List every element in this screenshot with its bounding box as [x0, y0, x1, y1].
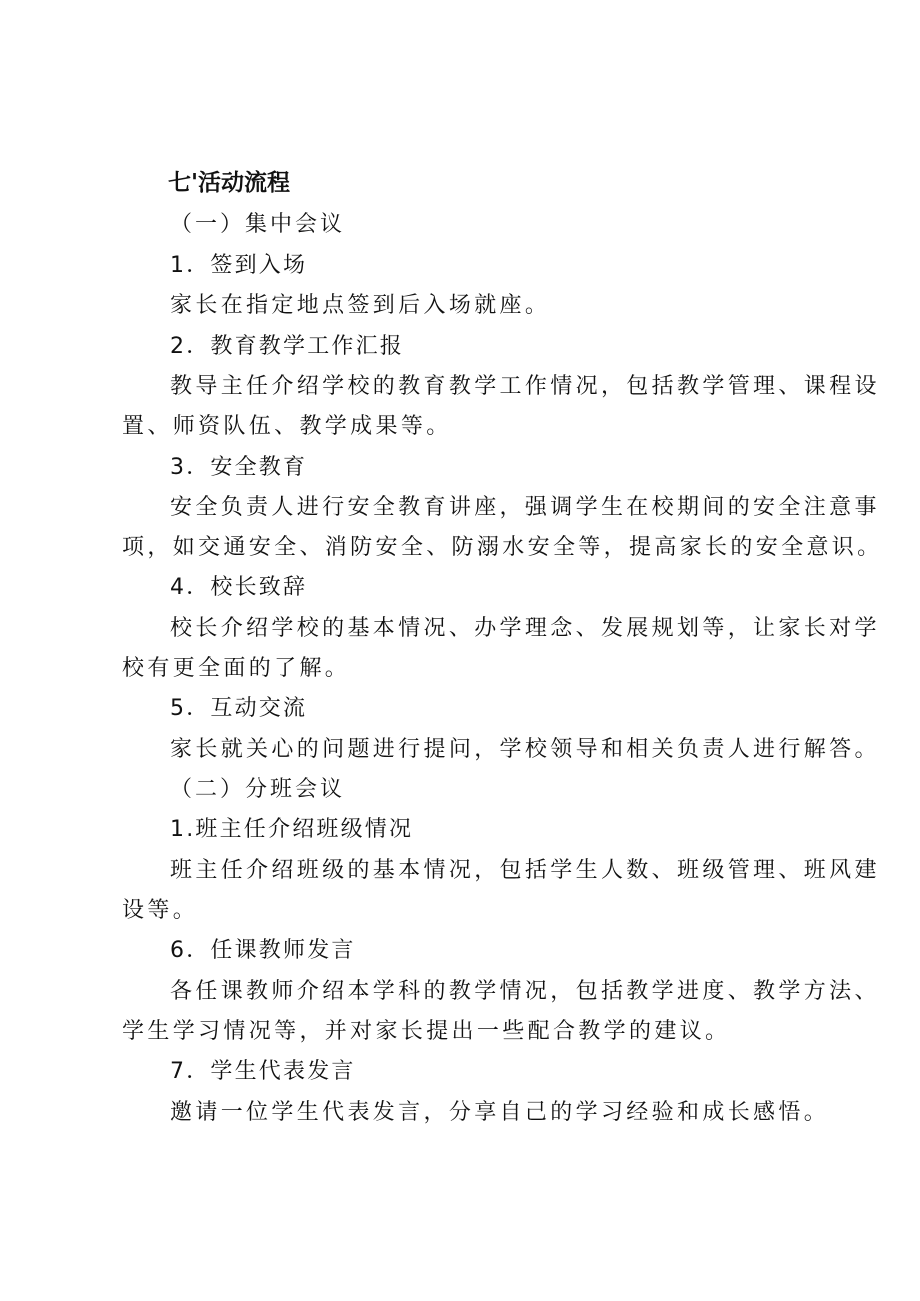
- paragraph-line: 校长介绍学校的基本情况、办学理念、发展规划等，让家长对学: [170, 616, 880, 641]
- paragraph-line: 设等。: [122, 898, 199, 923]
- item-heading-principal-speech: 4．校长致辞: [170, 575, 308, 600]
- paragraph-line: 家长在指定地点签到后入场就座。: [170, 293, 551, 318]
- part-title-class-meeting: （二）分班会议: [170, 777, 346, 802]
- paragraph-line: 教导主任介绍学校的教育教学工作情况，包括教学管理、课程设: [170, 374, 880, 399]
- paragraph-line: 校有更全面的了解。: [122, 656, 351, 681]
- paragraph-line: 学生学习情况等，并对家长提出一些配合教学的建议。: [122, 1019, 731, 1044]
- section-title: 七'活动流程: [168, 170, 291, 196]
- paragraph-line: 置、师资队伍、教学成果等。: [122, 414, 452, 439]
- paragraph-line: 家长就关心的问题进行提问，学校领导和相关负责人进行解答。: [170, 737, 880, 762]
- item-heading-sign-in: 1．签到入场: [170, 253, 308, 278]
- item-heading-class-teacher: 1.班主任介绍班级情况: [170, 817, 414, 842]
- item-heading-student-representative: 7．学生代表发言: [170, 1059, 356, 1084]
- item-heading-subject-teachers: 6．任课教师发言: [170, 938, 356, 963]
- paragraph-line: 邀请一位学生代表发言，分享自己的学习经验和成长感悟。: [170, 1100, 830, 1125]
- item-heading-interaction: 5．互动交流: [170, 696, 308, 721]
- paragraph-line: 班主任介绍班级的基本情况，包括学生人数、班级管理、班风建: [170, 858, 880, 883]
- paragraph-line: 各任课教师介绍本学科的教学情况，包括教学进度、教学方法、: [170, 979, 880, 1004]
- item-heading-teaching-report: 2．教育教学工作汇报: [170, 334, 404, 359]
- part-title-centralized-meeting: （一）集中会议: [170, 212, 346, 237]
- item-heading-safety-education: 3．安全教育: [170, 455, 308, 480]
- paragraph-line: 安全负责人进行安全教育讲座，强调学生在校期间的安全注意事: [170, 495, 880, 520]
- paragraph-line: 项，如交通安全、消防安全、防溺水安全等，提高家长的安全意识。: [122, 535, 883, 560]
